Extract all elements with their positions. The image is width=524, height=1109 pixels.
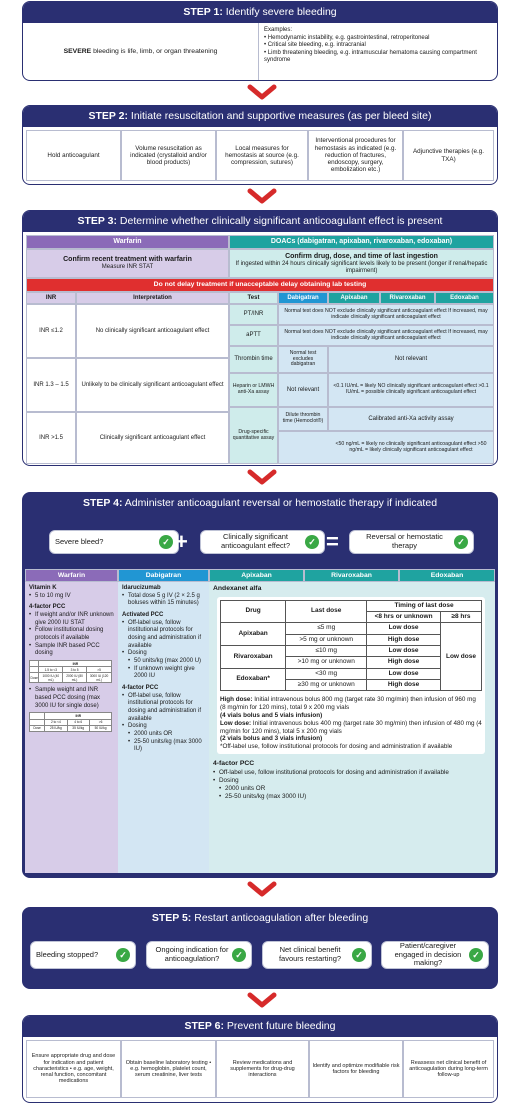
step3-interp-col-header: Interpretation: [76, 292, 229, 304]
inr-dose-table: INR 1.5 to <3 3 to 5 >5 Dose 1000 IU (40 mL) 2000 IU (80 mL) 3000 IU (120 mL): [29, 660, 112, 683]
step6-reassess-benefit: Reassess net clinical benefit of anticoagulation during long-term follow-up: [403, 1040, 494, 1098]
step2-local-measures: Local measures for hemostasis at source (e.g. compression, sutures): [216, 130, 308, 181]
step6-review-medications: Review medications and supplements for drug-drug interactions: [216, 1040, 309, 1098]
check-icon: ✓: [116, 948, 130, 962]
step2-title: STEP 2: Initiate resuscitation and supportive measures (as per bleed site): [23, 106, 497, 127]
step4-xa-inhibitors-column: Andexanet alfa Drug Last dose Timing of last dose <8 hrs or unknown ≥8 hrs Apixaban ≤5 mg Low dose Low dose >5 mg or unknown High dose Rivaroxaban ≤10 mg Low dose >10 mg or unknown High dose Edoxaban* <30 mg Low dose ≥30 mg or unknown High dose High dose: Initial intravenous bolus 800 mg (target rate 30 mg/min) then infusion of 960 mg (8 mg/min for 120 mins), total 9 x 200 mg vials (4 vials bolus and 5 vials infusion) Low dose: Initial intravenous bolus 400 mg (target rate 30 mg/min) then infusion of 480 mg (4 mg/min for 120 mins), total 5 x 200 mg vials (2 vials bolus and 3 vials infusion) *Off-label use, follow institutional protocols for dosing and administration if available 4-factor PCC • Off-label use, follow institutional protocols for dosing and administration if available • Dosing • 2000 units OR • 25-50 units/kg (max 3000 IU): [209, 582, 495, 873]
step5-bleeding-stopped: Bleeding stopped? ✓: [30, 941, 136, 969]
step2-volume-resuscitation: Volume resuscitation as indicated (crystalloid and/or blood products): [121, 130, 216, 181]
check-icon: ✓: [159, 535, 173, 549]
step4-riva-header: Rivaroxaban: [304, 569, 399, 582]
step5-card: [22, 907, 498, 989]
step3-thrombin-row: Thrombin time Normal test excludes dabigatran Not relevant: [229, 346, 494, 373]
step3-title: STEP 3: Determine whether clinically significant anticoagulant effect is present: [23, 211, 497, 232]
step1-title: STEP 1: Identify severe bleeding: [23, 2, 497, 23]
step1-examples: Examples: • Hemodynamic instability, e.g. gastrointestinal, retroperitoneal • Critical site bleeding, e.g. intracranial • Limb threatening bleeding, e.g. intramuscular hematoma causing compartment syndrome: [264, 27, 477, 63]
step3-quant-row: Drug-specific quantitative assay Dilute thrombin time (Hemoclot®) Calibrated anti-Xa activity assay <50 ng/mL = likely no clinically significant anticoagulant effect >50 ng/mL = likely clinically significant anticoagulant effect: [229, 407, 494, 464]
step1-card: [22, 1, 498, 81]
check-icon: ✓: [305, 535, 319, 549]
step5-title: STEP 5: Restart anticoagulation after bleeding: [23, 908, 497, 929]
andexanet-dose-table: Drug Last dose Timing of last dose <8 hrs or unknown ≥8 hrs Apixaban ≤5 mg Low dose Low dose >5 mg or unknown High dose Rivaroxaban ≤10 mg Low dose >10 mg or unknown High dose Edoxaban* <30 mg Low dose ≥30 mg or unknown High dose: [220, 600, 482, 692]
chevron-down-icon: [247, 881, 277, 897]
step3-riva-col-header: Rivaroxaban: [380, 292, 435, 304]
step2-hold-anticoagulant: Hold anticoagulant: [26, 130, 121, 181]
step3-alert-banner: Do not delay treatment if unacceptable delay obtaining lab testing: [26, 278, 494, 292]
step3-apix-col-header: Apixaban: [328, 292, 380, 304]
step5-patient-engaged: Patient/caregiver engaged in decision making? ✓: [381, 941, 489, 969]
step4-dabi-header: Dabigatran: [118, 569, 209, 582]
step3-inr-col-header: INR: [26, 292, 76, 304]
chevron-down-icon: [247, 188, 277, 204]
step3-edox-col-header: Edoxaban: [435, 292, 494, 304]
step3-test-col-header: Test: [229, 292, 278, 304]
step2-adjunctive-therapies: Adjunctive therapies (e.g. TXA): [403, 130, 494, 181]
chevron-down-icon: [247, 84, 277, 100]
chevron-down-icon: [247, 469, 277, 485]
step4-severe-bleed-question: Severe bleed? ✓: [49, 530, 179, 554]
step1-severe-definition: SEVERE bleeding is life, limb, or organ threatening: [23, 23, 259, 80]
step4-apix-header: Apixaban: [209, 569, 304, 582]
andexanet-dosing-notes: High dose: Initial intravenous bolus 800 mg (target rate 30 mg/min) then infusion of 960 mg (8 mg/min for 120 mins), total 9 x 200 mg vials (4 vials bolus and 5 vials infusion) Low dose: Initial intravenous bolus 400 mg (target rate 30 mg/min) then infusion of 480 mg (4 mg/min for 120 mins), total 5 x 200 mg vials (2 vials bolus and 3 vials infusion) *Off-label use, follow institutional protocols for dosing and administration if available: [220, 696, 482, 751]
step3-warfarin-confirm: Confirm recent treatment with warfarin Measure INR STAT: [26, 249, 229, 278]
step3-heparin-row: Heparin or LMWH anti-Xa assay Not relevant <0.1 IU/mL = likely NO clinically significant anticoagulant effect >0.1 IU/mL = possible clinically significant anticoagulant effect: [229, 373, 494, 407]
step4-anticoag-effect-question: Clinically significant anticoagulant effect? ✓: [200, 530, 325, 554]
check-icon: ✓: [352, 948, 366, 962]
step2-interventional-procedures: Interventional procedures for hemostasis as indicated (e.g. reduction of fractures, endoscopy, surgery, embolization etc.): [308, 130, 403, 181]
step3-inr-row: INR 1.3 – 1.5 Unlikely to be clinically significant anticoagulant effect: [26, 358, 229, 412]
andexanet-dose-table-wrap: [217, 597, 485, 755]
check-icon: ✓: [454, 535, 468, 549]
step3-inr-row: INR ≤1.2 No clinically significant anticoagulant effect: [26, 304, 229, 358]
check-icon: ✓: [232, 948, 246, 962]
step4-dabigatran-column: Idarucizumab • Total dose 5 g IV (2 × 2.5 g boluses within 15 minutes) Activated PCC • Off-label use, follow institutional protocols for dosing and administration if available • Dosing • 50 units/kg (max 2000 U) • If unknown weight give 2000 IU 4-factor PCC • Off-label use, follow institutional protocols for dosing and administration if available • Dosing • 2000 units OR • 25-50 units/kg (max 3000 IU): [118, 582, 209, 873]
step3-doac-confirm: Confirm drug, dose, and time of last ingestion If ingested within 24 hours clinically significant levels likely to be present (longer if renal/hepatic impairment): [229, 249, 494, 278]
equals-icon: =: [326, 529, 339, 554]
weight-inr-dose-table: INR 2 to <4 4 to 6 >6 Dose 25 IU/kg 35 IU/kg 50 IU/kg: [29, 712, 112, 731]
step6-card: [22, 1015, 498, 1103]
step5-net-benefit: Net clinical benefit favours restarting? ✓: [262, 941, 372, 969]
step3-inr-row: INR >1.5 Clinically significant anticoagulant effect: [26, 412, 229, 464]
step4-card: [22, 492, 498, 878]
check-icon: ✓: [469, 948, 483, 962]
step4-reversal-outcome: Reversal or hemostatic therapy ✓: [349, 530, 474, 554]
step3-warfarin-header: Warfarin: [26, 235, 229, 249]
step3-card: [22, 210, 498, 466]
step6-modifiable-risk-factors: Identify and optimize modifiable risk factors for bleeding: [309, 1040, 403, 1098]
step2-card: [22, 105, 498, 185]
step4-edox-header: Edoxaban: [399, 569, 495, 582]
step3-doacs-header: DOACs (dabigatran, apixaban, rivaroxaban, edoxaban): [229, 235, 494, 249]
plus-icon: +: [175, 529, 188, 554]
step3-ptinr-row: PT/INR Normal test does NOT exclude clinically significant anticoagulant effect If increased, may indicate clinically significant anticoagulant effect: [229, 304, 494, 325]
step6-appropriate-drug-dose: Ensure appropriate drug and dose for indication and patient characteristics • e.g. age, weight, renal function, concomitant medications: [26, 1040, 121, 1098]
step4-warfarin-header: Warfarin: [25, 569, 118, 582]
step4-warfarin-column: Vitamin K • 5 to 10 mg IV 4-factor PCC • If weight and/or INR unknown give 2000 IU STAT • Follow institutional dosing protocols if available • Sample INR based PCC dosing INR 1.5 to <3 3 to 5 >5 Dose 1000 IU (40 mL) 2000 IU (80 mL) 3000 IU (120 mL) • Sample weight and INR based PCC dosing (max 3000 IU for single dose) INR 2 to <4 4 to 6 >6 Dose 25 IU/kg 35 IU/kg 50 IU/kg: [25, 582, 118, 873]
step3-dabi-col-header: Dabigatran: [278, 292, 328, 304]
step6-title: STEP 6: Prevent future bleeding: [23, 1016, 497, 1037]
step3-aptt-row: aPTT Normal test does NOT exclude clinically significant anticoagulant effect If increased, may indicate clinically significant anticoagulant effect: [229, 325, 494, 346]
step6-baseline-labs: Obtain baseline laboratory testing • e.g. hemoglobin, platelet count, serum creatinine, liver tests: [121, 1040, 216, 1098]
step4-title: STEP 4: Administer anticoagulant reversal or hemostatic therapy if indicated: [23, 493, 497, 514]
chevron-down-icon: [247, 992, 277, 1008]
step5-ongoing-indication: Ongoing indication for anticoagulation? ✓: [146, 941, 252, 969]
